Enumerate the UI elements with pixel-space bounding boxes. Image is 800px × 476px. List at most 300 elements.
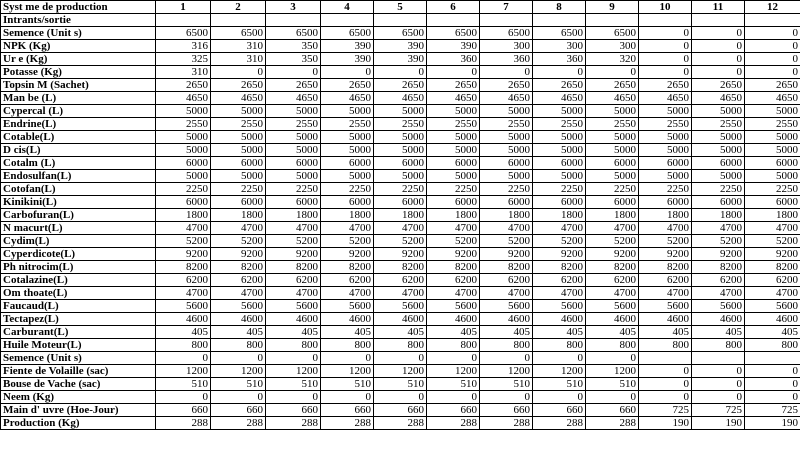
value-cell: 4700 <box>745 222 800 235</box>
value-cell: 360 <box>480 53 533 66</box>
value-cell: 1200 <box>480 365 533 378</box>
row-label-cell: Cotofan(L) <box>1 183 156 196</box>
value-cell: 5200 <box>480 235 533 248</box>
table-row <box>1 326 800 339</box>
value-cell: 0 <box>639 66 692 79</box>
value-cell: 4700 <box>211 287 266 300</box>
value-cell: 2650 <box>745 79 800 92</box>
value-cell: 9200 <box>156 248 211 261</box>
value-cell: 4650 <box>639 92 692 105</box>
value-cell: 2550 <box>374 118 427 131</box>
value-cell: 2650 <box>586 79 639 92</box>
value-cell: 300 <box>533 40 586 53</box>
value-cell: 405 <box>745 326 800 339</box>
value-cell: 405 <box>156 326 211 339</box>
value-cell: 1200 <box>321 365 374 378</box>
row-label-cell: Potasse (Kg) <box>1 66 156 79</box>
value-cell: 0 <box>745 40 800 53</box>
value-cell: 0 <box>211 391 266 404</box>
header-column-cell: 2 <box>211 1 266 14</box>
value-cell <box>156 14 211 27</box>
value-cell: 9200 <box>427 248 480 261</box>
value-cell: 390 <box>321 40 374 53</box>
value-cell: 1800 <box>745 209 800 222</box>
row-label-cell: Man be (L) <box>1 92 156 105</box>
value-cell: 4600 <box>427 313 480 326</box>
value-cell: 510 <box>533 378 586 391</box>
header-column-cell: 8 <box>533 1 586 14</box>
value-cell: 6000 <box>480 196 533 209</box>
value-cell: 2650 <box>480 79 533 92</box>
value-cell: 6500 <box>533 27 586 40</box>
value-cell: 5000 <box>321 131 374 144</box>
value-cell: 0 <box>156 352 211 365</box>
table-row <box>1 170 800 183</box>
value-cell: 390 <box>321 53 374 66</box>
value-cell: 0 <box>427 391 480 404</box>
value-cell: 6000 <box>692 196 745 209</box>
value-cell: 360 <box>427 53 480 66</box>
value-cell: 288 <box>427 417 480 430</box>
header-column-cell: 9 <box>586 1 639 14</box>
value-cell: 5000 <box>374 144 427 157</box>
row-label-cell: Cotalm (L) <box>1 157 156 170</box>
value-cell: 5000 <box>156 170 211 183</box>
row-label-cell: Kinikini(L) <box>1 196 156 209</box>
value-cell: 4700 <box>321 287 374 300</box>
value-cell: 6000 <box>586 157 639 170</box>
value-cell: 6200 <box>692 274 745 287</box>
value-cell: 0 <box>745 27 800 40</box>
value-cell: 288 <box>211 417 266 430</box>
value-cell: 8200 <box>586 261 639 274</box>
value-cell: 390 <box>427 40 480 53</box>
value-cell: 5000 <box>266 170 321 183</box>
value-cell: 4700 <box>480 287 533 300</box>
value-cell: 4600 <box>266 313 321 326</box>
value-cell: 800 <box>639 339 692 352</box>
table-row <box>1 92 800 105</box>
value-cell: 0 <box>745 365 800 378</box>
value-cell: 0 <box>745 378 800 391</box>
value-cell: 5200 <box>374 235 427 248</box>
value-cell: 9200 <box>321 248 374 261</box>
table-row <box>1 261 800 274</box>
value-cell: 510 <box>480 378 533 391</box>
value-cell: 8200 <box>374 261 427 274</box>
header-column-cell: 4 <box>321 1 374 14</box>
value-cell: 5200 <box>639 235 692 248</box>
value-cell: 5000 <box>480 131 533 144</box>
value-cell: 6200 <box>639 274 692 287</box>
row-label-cell: Semence (Unit s) <box>1 27 156 40</box>
value-cell: 4700 <box>586 222 639 235</box>
value-cell: 800 <box>427 339 480 352</box>
value-cell: 9200 <box>480 248 533 261</box>
value-cell: 5200 <box>586 235 639 248</box>
table-row <box>1 196 800 209</box>
value-cell: 2650 <box>321 79 374 92</box>
value-cell: 4650 <box>692 92 745 105</box>
value-cell: 1800 <box>533 209 586 222</box>
header-column-cell: 3 <box>266 1 321 14</box>
value-cell: 8200 <box>211 261 266 274</box>
value-cell: 510 <box>266 378 321 391</box>
value-cell: 4650 <box>156 92 211 105</box>
row-label-cell: Cotalazine(L) <box>1 274 156 287</box>
value-cell: 510 <box>427 378 480 391</box>
value-cell: 660 <box>374 404 427 417</box>
table-row <box>1 378 800 391</box>
value-cell: 2550 <box>427 118 480 131</box>
value-cell: 5600 <box>156 300 211 313</box>
value-cell: 5000 <box>374 131 427 144</box>
value-cell: 4650 <box>374 92 427 105</box>
value-cell: 2550 <box>639 118 692 131</box>
row-label-cell: D cis(L) <box>1 144 156 157</box>
value-cell: 1200 <box>156 365 211 378</box>
value-cell: 1200 <box>586 365 639 378</box>
value-cell: 6000 <box>211 157 266 170</box>
value-cell: 288 <box>480 417 533 430</box>
value-cell: 288 <box>586 417 639 430</box>
value-cell: 405 <box>321 326 374 339</box>
value-cell: 6200 <box>427 274 480 287</box>
value-cell: 5000 <box>745 144 800 157</box>
value-cell: 9200 <box>639 248 692 261</box>
value-cell: 8200 <box>427 261 480 274</box>
value-cell: 2250 <box>266 183 321 196</box>
value-cell: 288 <box>266 417 321 430</box>
value-cell: 350 <box>266 40 321 53</box>
value-cell: 0 <box>427 352 480 365</box>
value-cell: 5000 <box>266 131 321 144</box>
value-cell: 2550 <box>692 118 745 131</box>
value-cell: 1800 <box>639 209 692 222</box>
value-cell: 0 <box>745 53 800 66</box>
value-cell: 660 <box>427 404 480 417</box>
value-cell: 2550 <box>745 118 800 131</box>
value-cell: 4650 <box>427 92 480 105</box>
value-cell: 1800 <box>374 209 427 222</box>
table-row <box>1 287 800 300</box>
value-cell: 405 <box>211 326 266 339</box>
value-cell: 6200 <box>480 274 533 287</box>
table-row <box>1 131 800 144</box>
value-cell: 5600 <box>427 300 480 313</box>
value-cell: 5000 <box>374 105 427 118</box>
value-cell: 2550 <box>266 118 321 131</box>
value-cell: 5200 <box>533 235 586 248</box>
header-column-cell: 11 <box>692 1 745 14</box>
value-cell: 660 <box>266 404 321 417</box>
value-cell: 6000 <box>745 196 800 209</box>
value-cell: 800 <box>321 339 374 352</box>
value-cell: 390 <box>374 53 427 66</box>
value-cell: 2250 <box>374 183 427 196</box>
value-cell: 6000 <box>745 157 800 170</box>
value-cell: 6000 <box>692 157 745 170</box>
value-cell: 2550 <box>586 118 639 131</box>
row-label-cell: Fiente de Volaille (sac) <box>1 365 156 378</box>
value-cell: 9200 <box>745 248 800 261</box>
value-cell: 725 <box>692 404 745 417</box>
value-cell <box>745 352 800 365</box>
value-cell: 5200 <box>745 235 800 248</box>
value-cell: 5000 <box>427 170 480 183</box>
value-cell: 325 <box>156 53 211 66</box>
value-cell: 0 <box>266 352 321 365</box>
row-label-cell: Faucaud(L) <box>1 300 156 313</box>
value-cell: 5000 <box>211 144 266 157</box>
value-cell: 1200 <box>533 365 586 378</box>
value-cell: 5000 <box>374 170 427 183</box>
value-cell: 4600 <box>639 313 692 326</box>
value-cell: 4650 <box>480 92 533 105</box>
value-cell: 6000 <box>374 196 427 209</box>
value-cell: 5000 <box>321 105 374 118</box>
value-cell: 0 <box>374 66 427 79</box>
value-cell: 5000 <box>745 105 800 118</box>
value-cell: 5000 <box>692 170 745 183</box>
value-cell: 0 <box>639 365 692 378</box>
row-label-cell: Ur e (Kg) <box>1 53 156 66</box>
value-cell: 300 <box>586 40 639 53</box>
value-cell: 0 <box>480 66 533 79</box>
value-cell: 0 <box>586 352 639 365</box>
value-cell: 1800 <box>156 209 211 222</box>
value-cell: 5000 <box>211 105 266 118</box>
value-cell: 4700 <box>266 222 321 235</box>
value-cell: 1200 <box>211 365 266 378</box>
value-cell: 1200 <box>374 365 427 378</box>
table-row <box>1 27 800 40</box>
value-cell: 4650 <box>745 92 800 105</box>
value-cell: 5000 <box>692 105 745 118</box>
value-cell: 5000 <box>533 105 586 118</box>
value-cell: 5000 <box>480 144 533 157</box>
value-cell: 9200 <box>211 248 266 261</box>
value-cell: 0 <box>692 53 745 66</box>
value-cell: 5000 <box>427 131 480 144</box>
value-cell: 5000 <box>586 170 639 183</box>
value-cell: 510 <box>211 378 266 391</box>
value-cell: 4700 <box>321 222 374 235</box>
value-cell: 0 <box>321 352 374 365</box>
value-cell: 8200 <box>533 261 586 274</box>
table-row <box>1 53 800 66</box>
value-cell: 5600 <box>211 300 266 313</box>
row-label-cell: Ph nitrocim(L) <box>1 261 156 274</box>
table-row <box>1 391 800 404</box>
value-cell: 405 <box>374 326 427 339</box>
value-cell: 5000 <box>266 105 321 118</box>
value-cell: 6200 <box>586 274 639 287</box>
value-cell: 8200 <box>639 261 692 274</box>
value-cell: 5000 <box>156 105 211 118</box>
value-cell <box>586 14 639 27</box>
value-cell: 8200 <box>692 261 745 274</box>
value-cell: 5600 <box>745 300 800 313</box>
value-cell: 2250 <box>427 183 480 196</box>
value-cell: 190 <box>639 417 692 430</box>
row-label-cell: NPK (Kg) <box>1 40 156 53</box>
value-cell: 4600 <box>321 313 374 326</box>
value-cell: 190 <box>745 417 800 430</box>
value-cell: 2250 <box>586 183 639 196</box>
value-cell <box>211 14 266 27</box>
value-cell: 1200 <box>427 365 480 378</box>
value-cell: 2250 <box>321 183 374 196</box>
value-cell: 5200 <box>321 235 374 248</box>
value-cell: 8200 <box>156 261 211 274</box>
value-cell: 0 <box>745 391 800 404</box>
value-cell: 660 <box>586 404 639 417</box>
value-cell: 4700 <box>692 287 745 300</box>
value-cell: 4700 <box>156 222 211 235</box>
table-row <box>1 118 800 131</box>
value-cell: 2250 <box>533 183 586 196</box>
value-cell: 0 <box>639 40 692 53</box>
table-body <box>1 1 800 430</box>
value-cell: 5600 <box>480 300 533 313</box>
value-cell: 0 <box>321 66 374 79</box>
value-cell: 5000 <box>533 170 586 183</box>
value-cell: 5000 <box>692 131 745 144</box>
value-cell: 288 <box>533 417 586 430</box>
value-cell: 725 <box>639 404 692 417</box>
header-column-cell: 1 <box>156 1 211 14</box>
value-cell: 5600 <box>533 300 586 313</box>
table-row <box>1 183 800 196</box>
value-cell: 316 <box>156 40 211 53</box>
value-cell: 5600 <box>692 300 745 313</box>
value-cell: 800 <box>211 339 266 352</box>
row-label-cell: Cydim(L) <box>1 235 156 248</box>
value-cell <box>321 14 374 27</box>
table-row <box>1 274 800 287</box>
value-cell: 4650 <box>586 92 639 105</box>
value-cell: 800 <box>266 339 321 352</box>
value-cell: 0 <box>692 378 745 391</box>
value-cell: 1800 <box>321 209 374 222</box>
value-cell: 2550 <box>533 118 586 131</box>
value-cell: 8200 <box>745 261 800 274</box>
value-cell: 6000 <box>211 196 266 209</box>
table-row <box>1 352 800 365</box>
value-cell: 0 <box>374 352 427 365</box>
value-cell: 6200 <box>156 274 211 287</box>
value-cell: 4700 <box>533 222 586 235</box>
value-cell: 8200 <box>266 261 321 274</box>
table-row <box>1 339 800 352</box>
value-cell: 4600 <box>480 313 533 326</box>
table-row <box>1 248 800 261</box>
value-cell: 6000 <box>321 157 374 170</box>
value-cell: 4700 <box>533 287 586 300</box>
value-cell: 6000 <box>639 196 692 209</box>
value-cell: 0 <box>745 66 800 79</box>
table-row <box>1 79 800 92</box>
header-column-cell: 10 <box>639 1 692 14</box>
value-cell: 0 <box>480 352 533 365</box>
value-cell: 5200 <box>427 235 480 248</box>
value-cell: 4650 <box>211 92 266 105</box>
value-cell: 1800 <box>211 209 266 222</box>
value-cell: 2250 <box>692 183 745 196</box>
row-label-cell: Semence (Unit s) <box>1 352 156 365</box>
value-cell: 5000 <box>533 144 586 157</box>
value-cell: 0 <box>321 391 374 404</box>
value-cell: 9200 <box>533 248 586 261</box>
value-cell: 4700 <box>639 287 692 300</box>
row-label-cell: Tectapez(L) <box>1 313 156 326</box>
header-column-cell: 5 <box>374 1 427 14</box>
value-cell: 4650 <box>266 92 321 105</box>
table-row <box>1 40 800 53</box>
row-label-cell: Cypercal (L) <box>1 105 156 118</box>
row-label-cell: Carbofuran(L) <box>1 209 156 222</box>
row-label-cell: Endrine(L) <box>1 118 156 131</box>
value-cell: 6000 <box>480 157 533 170</box>
value-cell: 1800 <box>692 209 745 222</box>
value-cell: 0 <box>374 391 427 404</box>
value-cell: 6000 <box>586 196 639 209</box>
table-row <box>1 209 800 222</box>
value-cell: 2550 <box>156 118 211 131</box>
table-row <box>1 300 800 313</box>
value-cell: 2650 <box>211 79 266 92</box>
value-cell: 5000 <box>211 170 266 183</box>
value-cell: 0 <box>639 27 692 40</box>
value-cell: 5000 <box>639 131 692 144</box>
value-cell: 0 <box>639 53 692 66</box>
value-cell: 0 <box>639 378 692 391</box>
value-cell: 6000 <box>266 157 321 170</box>
header-label-cell: Syst me de production <box>1 1 156 14</box>
value-cell <box>266 14 321 27</box>
value-cell: 660 <box>156 404 211 417</box>
table-row <box>1 365 800 378</box>
value-cell: 800 <box>480 339 533 352</box>
value-cell: 4600 <box>745 313 800 326</box>
value-cell: 5000 <box>427 144 480 157</box>
value-cell: 288 <box>156 417 211 430</box>
value-cell: 405 <box>586 326 639 339</box>
value-cell: 320 <box>586 53 639 66</box>
value-cell: 190 <box>692 417 745 430</box>
value-cell: 5000 <box>427 105 480 118</box>
value-cell: 0 <box>692 391 745 404</box>
table-row <box>1 404 800 417</box>
value-cell: 510 <box>374 378 427 391</box>
value-cell: 4600 <box>156 313 211 326</box>
value-cell: 6500 <box>156 27 211 40</box>
value-cell: 0 <box>211 66 266 79</box>
value-cell: 350 <box>266 53 321 66</box>
value-cell <box>427 14 480 27</box>
value-cell: 6000 <box>156 196 211 209</box>
value-cell: 5000 <box>533 131 586 144</box>
value-cell: 5000 <box>321 144 374 157</box>
row-label-cell: Cotable(L) <box>1 131 156 144</box>
value-cell: 6000 <box>533 196 586 209</box>
value-cell: 6500 <box>480 27 533 40</box>
value-cell <box>745 14 800 27</box>
value-cell: 0 <box>586 66 639 79</box>
value-cell: 5600 <box>266 300 321 313</box>
value-cell: 1800 <box>586 209 639 222</box>
